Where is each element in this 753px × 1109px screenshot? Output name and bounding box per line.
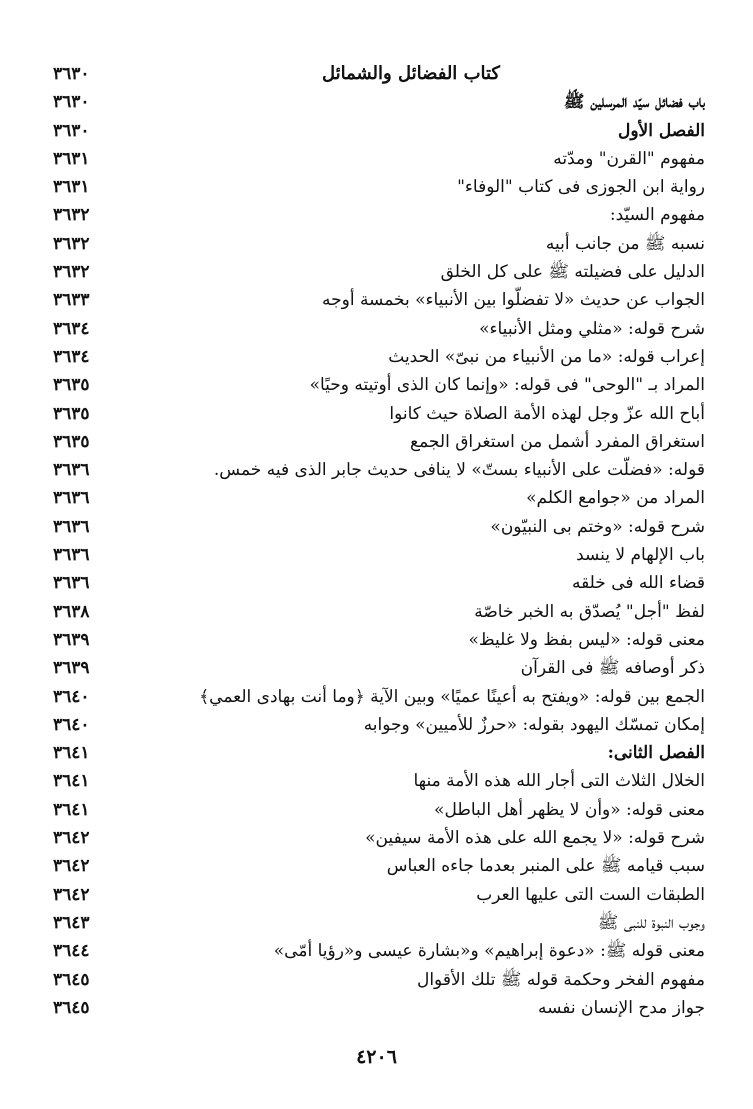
toc-entry xyxy=(45,286,705,314)
toc-entry-title: سبب قيامه ﷺ على المنبر بعدما جاءه العباس xyxy=(386,856,705,877)
toc-entry-title: استغراق المفرد أشمل من استغراق الجمع xyxy=(410,431,705,452)
toc-entry xyxy=(45,796,705,824)
toc-entry xyxy=(45,994,705,1022)
toc-entry xyxy=(45,88,705,116)
toc-entry-page: ٣٦٣٢ xyxy=(53,233,90,254)
toc-entry-title: معنى قوله: «ليس بفظ ولا غليظ» xyxy=(468,629,705,650)
toc-entry-title: الجواب عن حديث «لا تفضلّوا بين الأنبياء» بخمسة أوجه xyxy=(321,290,705,311)
toc-entry xyxy=(45,230,705,258)
toc-entry-page: ٣٦٣٤ xyxy=(53,318,90,339)
toc-entry xyxy=(45,145,705,173)
toc-entry-page: ٣٦٣٢ xyxy=(53,205,90,226)
toc-entry-title: رواية ابن الجوزى فى كتاب "الوفاء" xyxy=(457,177,705,198)
toc-entry-page: ٣٦٣٦ xyxy=(53,516,90,537)
toc-entry-page: ٣٦٤٢ xyxy=(53,884,90,905)
toc-entry-page: ٣٦٣١ xyxy=(53,177,90,198)
toc-entry xyxy=(45,626,705,654)
toc-entry-title: معنى قوله: «وأن لا يظهر أهل الباطل» xyxy=(434,799,705,820)
toc-entry-title: قضاء الله فى خلقه xyxy=(571,573,705,594)
toc-entry-page: ٣٦٤١ xyxy=(53,799,90,820)
toc-entry xyxy=(45,173,705,201)
toc-entry xyxy=(45,767,705,795)
toc-entry xyxy=(45,513,705,541)
toc-entry-title: إعراب قوله: «ما من الأنبياء من نبىّ» الحديث xyxy=(388,346,705,367)
toc-entry-title: باب الإلهام لا ينسد xyxy=(576,545,705,566)
toc-entry-page: ٣٦٣٩ xyxy=(53,658,90,679)
toc-entry-title: الفصل الأول xyxy=(617,120,705,141)
toc-entry-title: شرح قوله: «وختم بى النبيّون» xyxy=(490,516,705,537)
toc-entry-page: ٣٦٤٢ xyxy=(53,856,90,877)
toc-entry-page: ٣٦٤١ xyxy=(53,771,90,792)
toc-entry-page: ٣٦٤٥ xyxy=(53,969,90,990)
toc-entry xyxy=(45,966,705,994)
toc-entry xyxy=(45,598,705,626)
toc-entry xyxy=(45,937,705,965)
book-title-row xyxy=(45,60,705,88)
toc-entry-title: مفهوم السيّد: xyxy=(609,205,705,226)
toc-entry-title: لفظ "أجل" يُصدّق به الخبر خاصّة xyxy=(474,601,705,622)
toc-entry-page: ٣٦٣٠ xyxy=(53,120,90,141)
toc-entry-page: ٣٦٤٣ xyxy=(53,912,90,933)
toc-entry-title: المراد بـ "الوحى" فى قوله: «وإنما كان الذى أوتيته وحيًا» xyxy=(309,375,705,396)
toc-entry-title: مفهوم الفخر وحكمة قوله ﷺ تلك الأقوال xyxy=(416,969,705,990)
toc-entry-page: ٣٦٣٨ xyxy=(53,601,90,622)
toc-entry-page: ٣٦٣٦ xyxy=(53,545,90,566)
toc-entry-page: ٣٦٣٤ xyxy=(53,346,90,367)
toc-entry-title: جواز مدح الإنسان نفسه xyxy=(537,997,705,1018)
toc-entry xyxy=(45,881,705,909)
toc-entry-title: قوله: «فضلّت على الأنبياء بستّ» لا ينافى حديث جابر الذى فيه خمس. xyxy=(213,460,705,481)
toc-entry xyxy=(45,852,705,880)
toc-entry-page: ٣٦٤٢ xyxy=(53,828,90,849)
toc-entry-page: ٣٦٣١ xyxy=(53,148,90,169)
toc-entry-page: ٣٦٤٥ xyxy=(53,997,90,1018)
toc-entry-page: ٣٦٣٥ xyxy=(53,375,90,396)
toc-entry xyxy=(45,371,705,399)
book-title: كتاب الفضائل والشمائل xyxy=(321,63,500,84)
toc-entry xyxy=(45,569,705,597)
toc-entry-title: الفصل الثانى: xyxy=(607,743,705,764)
toc-entry-title: إمكان تمسّك اليهود بقوله: «حرزٌ للأميين» وجوابه xyxy=(363,714,705,735)
toc-entry-page: ٣٦٣٠ xyxy=(53,92,90,113)
toc-entry xyxy=(45,484,705,512)
toc-entry-page: ٣٦٣٣ xyxy=(53,290,90,311)
toc-entry xyxy=(45,711,705,739)
toc-entry-title: المراد من «جوامع الكلم» xyxy=(526,488,705,509)
toc-entry-title: شرح قوله: «مثلي ومثل الأنبياء» xyxy=(479,318,705,339)
toc-entry-title: شرح قوله: «لا يجمع الله على هذه الأمة سيفين» xyxy=(365,828,705,849)
toc-entry-title: الجمع بين قوله: «ويفتح به أعينًا عميًا» وبين الآية ﴿وما أنت بهادى العمي﴾ xyxy=(199,686,705,707)
toc-entry-title: مفهوم "القرن" ومدّته xyxy=(553,148,705,169)
toc-entry xyxy=(45,739,705,767)
toc-entry-page: ٣٦٣٥ xyxy=(53,431,90,452)
toc-entry-title: وجوب النبوة للنبى ﷺ xyxy=(597,912,705,933)
toc-entry-title: باب فضائل سيّد المرسلين ﷺ xyxy=(563,92,705,113)
toc-entry xyxy=(45,541,705,569)
toc-entry-page: ٣٦٣٦ xyxy=(53,573,90,594)
table-of-contents xyxy=(45,60,705,1022)
toc-entry xyxy=(45,824,705,852)
toc-entry-title: نسبه ﷺ من جانب أبيه xyxy=(545,233,705,254)
toc-entries xyxy=(45,88,705,1022)
toc-entry xyxy=(45,654,705,682)
toc-entry-title: الخلال الثلاث التى أجار الله هذه الأمة منها xyxy=(413,771,705,792)
toc-entry-title: الدليل على فضيلته ﷺ على كل الخلق xyxy=(440,262,705,283)
toc-entry-title: الطبقات الست التى عليها العرب xyxy=(476,884,705,905)
toc-entry-page: ٣٦٣٦ xyxy=(53,460,90,481)
toc-entry-page: ٣٦٤٠ xyxy=(53,686,90,707)
toc-entry xyxy=(45,683,705,711)
toc-entry-page: ٣٦٣٩ xyxy=(53,629,90,650)
toc-entry-page: ٣٦٣٦ xyxy=(53,488,90,509)
toc-entry xyxy=(45,315,705,343)
toc-entry xyxy=(45,909,705,937)
toc-entry-title: معنى قوله ﷺ: «دعوة إبراهيم» و«بشارة عيسى و«رؤيا أمّى» xyxy=(273,941,705,962)
toc-entry xyxy=(45,400,705,428)
toc-entry xyxy=(45,258,705,286)
toc-entry-page: ٣٦٤٠ xyxy=(53,714,90,735)
page-number: ٤٢٠٦ xyxy=(356,1046,397,1068)
toc-entry xyxy=(45,343,705,371)
toc-entry-page: ٣٦٣٢ xyxy=(53,262,90,283)
toc-entry xyxy=(45,456,705,484)
book-title-page: ٣٦٣٠ xyxy=(53,64,90,84)
toc-entry-title: ذكر أوصافه ﷺ فى القرآن xyxy=(520,658,705,679)
toc-entry xyxy=(45,428,705,456)
toc-entry-page: ٣٦٤٤ xyxy=(53,941,90,962)
toc-entry xyxy=(45,117,705,145)
toc-entry-page: ٣٦٤١ xyxy=(53,743,90,764)
toc-entry-title: أباح الله عزّ وجل لهذه الأمة الصلاة حيث كانوا xyxy=(389,403,705,424)
toc-entry xyxy=(45,201,705,229)
toc-entry-page: ٣٦٣٥ xyxy=(53,403,90,424)
